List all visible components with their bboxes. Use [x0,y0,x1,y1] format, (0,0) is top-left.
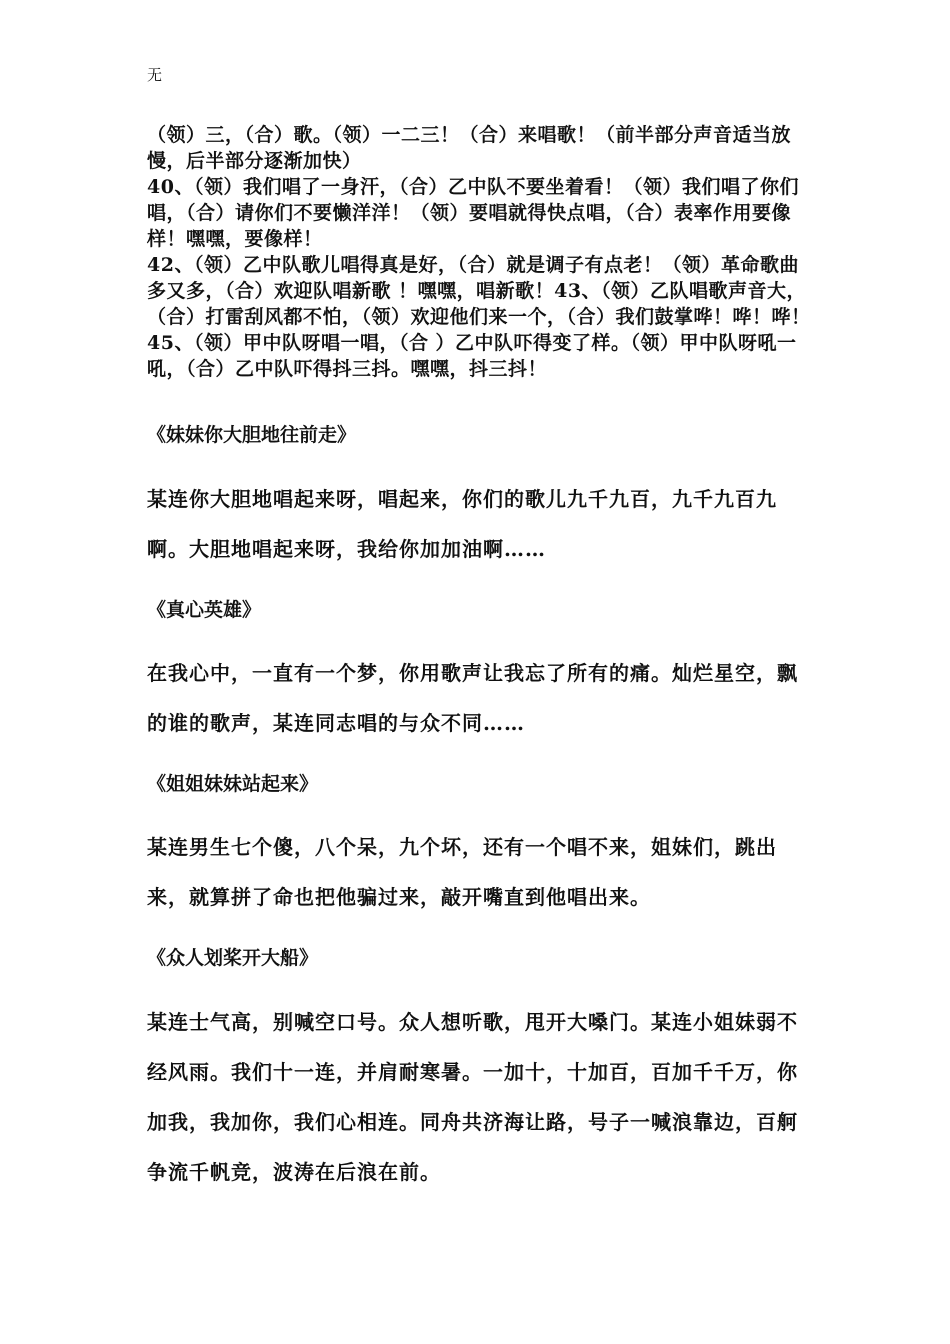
song-lyrics: 在我心中，一直有一个梦，你用歌声让我忘了所有的痛。灿烂星空，飘的谁的歌声，某连同志唱的与众不同…… [147,661,798,735]
chant-block [147,122,813,382]
song-lyrics: 某连你大胆地唱起来呀，唱起来，你们的歌儿九千九百，九千九百九啊。大胆地唱起来呀，我给你加加油啊…… [147,487,777,561]
song-title: 《真心英雄》 [147,599,262,621]
song-title: 《姐姐妹妹站起来》 [147,773,319,795]
chant-line: （领）三，（合）歌。（领）一二三！（合）来唱歌！（前半部分声音适当放慢，后半部分逐渐加快） [147,124,792,172]
song-lyrics: 某连男生七个傻，八个呆，九个坏，还有一个唱不来，姐妹们，跳出来，就算拼了命也把他骗过来，敲开嘴直到他唱出来。 [147,835,777,909]
song-lyrics: 某连士气高，别喊空口号。众人想听歌，甩开大嗓门。某连小姐妹弱不经风雨。我们十一连，并肩耐寒暑。一加十，十加百，百加千千万，你加我，我加你，我们心相连。同舟共济海让路，号子一喊浪靠边，百舸争流千帆竞，波涛在后浪在前。 [147,1010,798,1184]
page-header: 无 [147,66,163,84]
chant-line: 42、（领）乙中队歌儿唱得真是好，（合）就是调子有点老！（领）革命歌曲多又多，（合）欢迎队唱新歌 ！嘿嘿，唱新歌！43、（领）乙队唱歌声音大，（合）打雷刮风都不怕，（领）欢迎他们来一个，（合）我们鼓掌哗！哗！哗！ [147,254,811,328]
song-title: 《妹妹你大胆地往前走》 [147,424,357,446]
song-title: 《众人划桨开大船》 [147,947,319,969]
chant-line: 45、（领）甲中队呀唱一唱，（合 ）乙中队吓得变了样。（领）甲中队呀吼一吼，（合）乙中队吓得抖三抖。嘿嘿，抖三抖！ [147,332,797,380]
chant-line: 40、（领）我们唱了一身汗，（合）乙中队不要坐着看！（领）我们唱了你们唱，（合）请你们不要懒洋洋！（领）要唱就得快点唱，（合）表率作用要像样！嘿嘿，要像样！ [147,176,799,250]
